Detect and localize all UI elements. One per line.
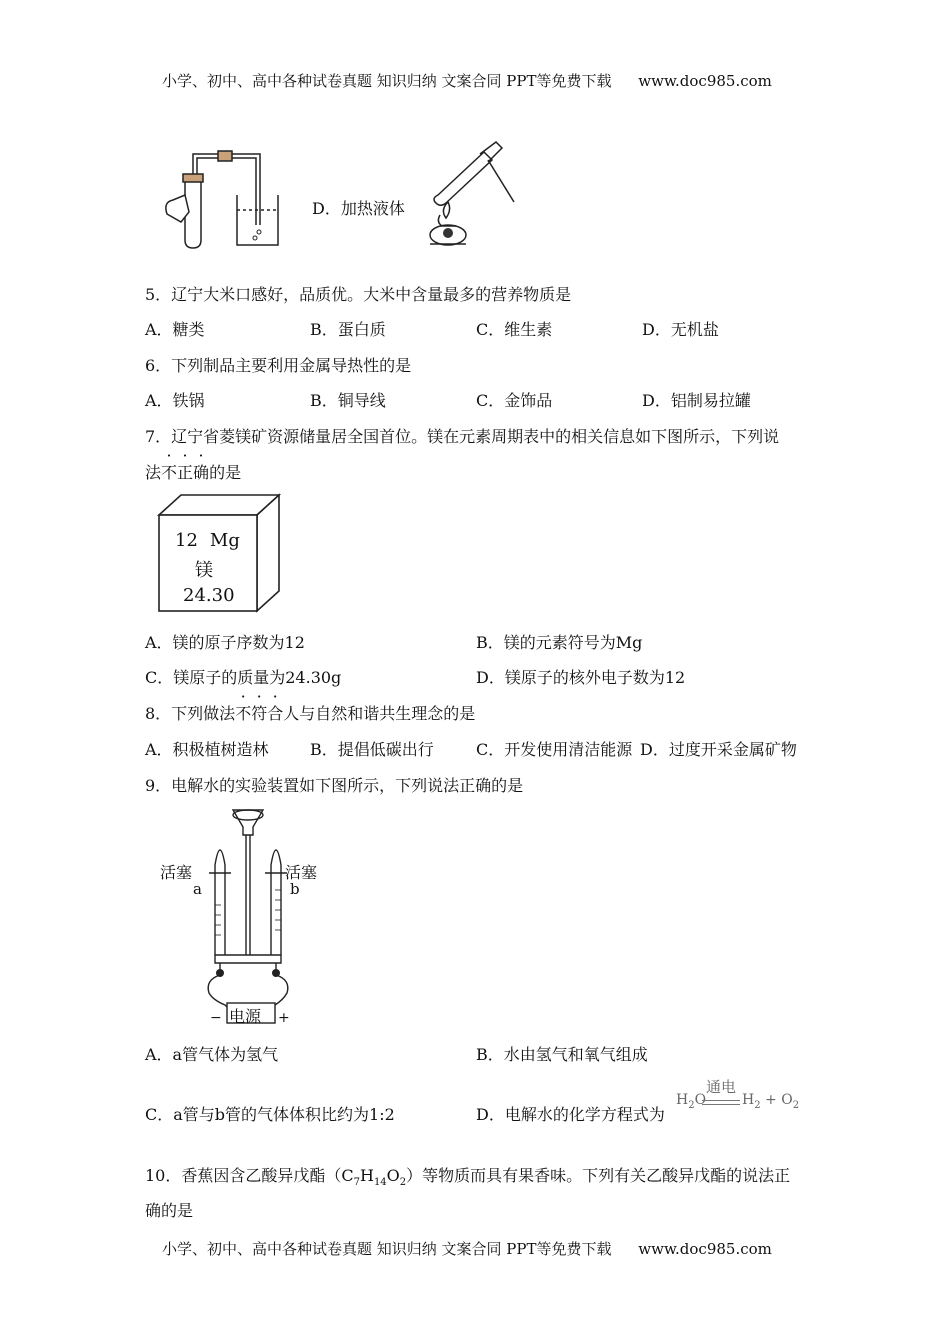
q9-option-d: D．电解水的化学方程式为: [476, 1105, 665, 1124]
q6-stem: 6．下列制品主要利用金属导热性的是: [145, 356, 412, 375]
q9-option-b: B．水由氢气和氧气组成: [476, 1045, 648, 1064]
positive-terminal: +: [278, 1010, 290, 1026]
element-mass: 24.30: [183, 585, 235, 606]
element-number-symbol: [175, 530, 240, 551]
q7-option-d: D．镁原子的核外电子数为12: [476, 668, 686, 687]
footer-text: 小学、初中、高中各种试卷真题 知识归纳 文案合同 PPT等免费下载: [162, 1240, 612, 1258]
q8-stem: 8．下列做法不符合人与自然和谐共生理念的是: [145, 704, 476, 723]
q5-stem: 5．辽宁大米口感好，品质优。大米中含量最多的营养物质是: [145, 285, 572, 304]
q5-option-b: B．蛋白质: [310, 320, 386, 339]
q9-option-c: C．a管与b管的气体体积比约为1:2: [145, 1105, 395, 1124]
q7-stem-line2: 法不正确的是: [145, 463, 242, 482]
header-url: www.doc985.com: [638, 72, 772, 90]
q7-option-a: A．镁的原子序数为12: [145, 633, 305, 652]
power-supply-label: 电源: [229, 1007, 262, 1026]
q7-option-c: C．镁原子的质量为24.30g: [145, 668, 342, 687]
q9-option-a: A．a管气体为氢气: [145, 1045, 279, 1064]
q7-stem-line1: 7．辽宁省菱镁矿资源储量居全国首位。镁在元素周期表中的相关信息如下图所示，下列说: [145, 427, 780, 446]
q5-option-d: D．无机盐: [642, 320, 719, 339]
heating-liquid-figure: [418, 140, 520, 250]
element-name: 镁: [195, 560, 213, 581]
q8-option-b: B．提倡低碳出行: [310, 740, 434, 759]
q8-option-d: D．过度开采金属矿物: [640, 740, 797, 759]
header-text: 小学、初中、高中各种试卷真题 知识归纳 文案合同 PPT等免费下载: [162, 72, 612, 90]
q9-stem: 9．电解水的实验装置如下图所示，下列说法正确的是: [145, 776, 524, 795]
q8-option-a: A．积极植树造林: [145, 740, 269, 759]
right-stopcock-label: 活塞: [285, 863, 318, 882]
element-symbol: Mg: [209, 530, 240, 551]
q8-option-c: C．开发使用清洁能源: [476, 740, 633, 759]
electrolysis-apparatus: [195, 805, 325, 1025]
q6-option-d: D．铝制易拉罐: [642, 391, 751, 410]
q7-option-b: B．镁的元素符号为Mg: [476, 633, 643, 652]
q10-stem-line2: 确的是: [145, 1201, 194, 1220]
q4-option-d: D．加热液体: [312, 199, 405, 218]
footer-url: www.doc985.com: [638, 1240, 772, 1258]
q5-option-c: C．维生素: [476, 320, 553, 339]
negative-terminal: −: [210, 1010, 222, 1026]
tube-b-label: b: [290, 880, 300, 898]
q6-option-a: A．铁锅: [145, 391, 205, 410]
tube-a-label: a: [193, 880, 202, 898]
equation-condition: 通电: [706, 1078, 737, 1096]
element-number: 12: [175, 530, 198, 551]
q10-stem-line1: 10．香蕉因含乙酸异戊酯$(C_7H_{14}O_2)$等物质而具有果香味。下列有关乙酸异戊酯的说法正: [145, 1166, 791, 1189]
q6-option-b: B．铜导线: [310, 391, 386, 410]
q6-option-c: C．金饰品: [476, 391, 553, 410]
left-stopcock-label: 活塞: [160, 863, 193, 882]
q5-option-a: A．糖类: [145, 320, 205, 339]
page-footer: [162, 1238, 772, 1259]
airtightness-check-figure: [155, 140, 280, 250]
page-header: [162, 70, 772, 91]
